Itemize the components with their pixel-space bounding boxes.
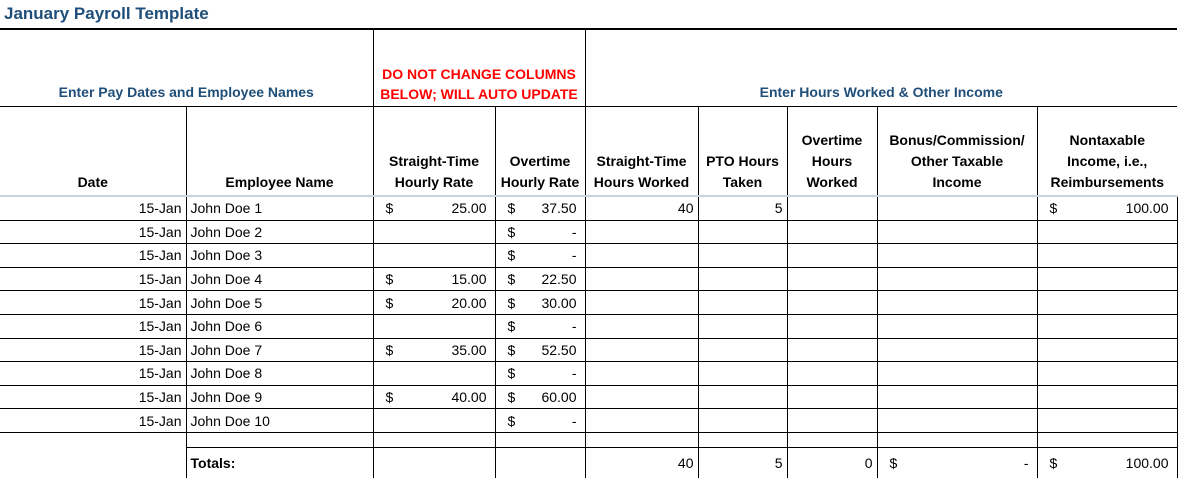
header-employee: Employee Name [186, 107, 373, 197]
nontax-cell[interactable] [1037, 244, 1177, 268]
table-row [0, 244, 1177, 268]
table-row [0, 314, 1177, 338]
totals-st-hours[interactable]: 40 [585, 447, 698, 478]
totals-label: Totals: [186, 447, 373, 478]
totals-bonus[interactable] [877, 447, 1037, 478]
currency-symbol: $ [385, 294, 394, 311]
pto-cell[interactable] [698, 244, 787, 268]
currency-amount: 35.00 [451, 341, 487, 358]
currency-symbol: $ [507, 318, 516, 335]
header-line: Hours [811, 153, 853, 169]
employee-name-cell[interactable]: John Doe 10 [186, 409, 373, 433]
currency-symbol: $ [507, 271, 516, 288]
bonus-cell[interactable] [877, 385, 1037, 409]
pto-cell[interactable] [698, 362, 787, 386]
header-line: Overtime [801, 132, 863, 148]
employee-name-cell[interactable]: John Doe 4 [186, 267, 373, 291]
totals-ot-hours[interactable]: 0 [787, 447, 877, 478]
currency-symbol: $ [385, 389, 394, 406]
currency-amount: 15.00 [451, 271, 487, 288]
nontax-cell[interactable] [1037, 291, 1177, 315]
bonus-cell[interactable] [877, 196, 1037, 220]
ot-rate-cell[interactable] [495, 385, 585, 409]
date-cell[interactable]: 15-Jan [0, 362, 186, 386]
bonus-cell[interactable] [877, 220, 1037, 244]
ot-hours-cell[interactable] [787, 220, 877, 244]
nontax-cell[interactable] [1037, 385, 1177, 409]
ot-hours-cell[interactable] [787, 362, 877, 386]
st-rate-cell[interactable] [373, 409, 495, 433]
sheet-title: January Payroll Template [4, 4, 209, 23]
employee-name-cell[interactable]: John Doe 7 [186, 338, 373, 362]
ot-hours-cell[interactable] [787, 338, 877, 362]
currency-amount: 20.00 [451, 294, 487, 311]
currency-amount: - [571, 412, 577, 429]
currency-amount: - [571, 365, 577, 382]
currency-symbol: $ [889, 454, 898, 471]
currency-symbol: $ [507, 247, 516, 264]
nontax-cell[interactable] [1037, 409, 1177, 433]
bonus-cell[interactable] [877, 291, 1037, 315]
ot-hours-cell[interactable] [787, 196, 877, 220]
currency-amount: 60.00 [541, 389, 577, 406]
st-hours-cell[interactable] [585, 291, 698, 315]
currency-symbol: $ [385, 271, 394, 288]
pto-cell[interactable] [698, 385, 787, 409]
header-ot-rate [495, 107, 585, 197]
header-line: Straight-Time [596, 153, 687, 169]
employee-name-cell[interactable]: John Doe 3 [186, 244, 373, 268]
table-row [0, 409, 1177, 433]
table-row [0, 362, 1177, 386]
table-row [0, 291, 1177, 315]
date-cell[interactable]: 15-Jan [0, 409, 186, 433]
payroll-table [0, 28, 1178, 478]
nontax-cell[interactable] [1037, 362, 1177, 386]
employee-name-cell[interactable]: John Doe 5 [186, 291, 373, 315]
st-rate-cell[interactable] [373, 244, 495, 268]
st-rate-cell[interactable] [373, 196, 495, 220]
header-date: Date [0, 107, 186, 197]
st-rate-cell[interactable] [373, 385, 495, 409]
pto-cell[interactable] [698, 409, 787, 433]
totals-empty[interactable] [0, 447, 186, 478]
date-cell[interactable]: 15-Jan [0, 338, 186, 362]
currency-amount: 25.00 [451, 200, 487, 217]
ot-rate-cell[interactable] [495, 196, 585, 220]
header-line: Straight-Time [389, 153, 479, 169]
header-line: Reimbursements [1050, 174, 1165, 190]
currency-symbol: $ [507, 223, 516, 240]
currency-amount: 22.50 [541, 271, 577, 288]
date-cell[interactable]: 15-Jan [0, 196, 186, 220]
nontax-cell[interactable] [1037, 314, 1177, 338]
header-line: Other Taxable [910, 153, 1004, 169]
currency-amount: 52.50 [541, 341, 577, 358]
section-right-label: Enter Hours Worked & Other Income [585, 29, 1177, 107]
currency-amount: 40.00 [451, 389, 487, 406]
currency-symbol: $ [507, 412, 516, 429]
spacer-row [0, 432, 1177, 447]
st-hours-cell[interactable] [585, 220, 698, 244]
currency-symbol: $ [507, 341, 516, 358]
header-line: PTO Hours [706, 153, 779, 169]
st-hours-cell[interactable] [585, 244, 698, 268]
currency-symbol: $ [507, 389, 516, 406]
section-warning [373, 29, 585, 107]
ot-hours-cell[interactable] [787, 314, 877, 338]
date-cell[interactable]: 15-Jan [0, 385, 186, 409]
header-line: Hours Worked [593, 174, 690, 190]
ot-rate-cell[interactable] [495, 267, 585, 291]
ot-rate-cell[interactable] [495, 291, 585, 315]
table-row [0, 267, 1177, 291]
header-line: Income, i.e., [1067, 153, 1148, 169]
st-rate-cell[interactable] [373, 362, 495, 386]
currency-amount: 30.00 [541, 294, 577, 311]
employee-name-cell[interactable]: John Doe 9 [186, 385, 373, 409]
st-rate-cell[interactable] [373, 291, 495, 315]
header-line: Hourly Rate [500, 174, 580, 190]
currency-amount: 37.50 [541, 200, 577, 217]
currency-amount: - [1023, 454, 1029, 471]
st-rate-cell[interactable] [373, 267, 495, 291]
currency-amount: - [571, 247, 577, 264]
bonus-cell[interactable] [877, 409, 1037, 433]
pto-cell[interactable] [698, 291, 787, 315]
header-line: Overtime [509, 153, 571, 169]
bonus-cell[interactable] [877, 362, 1037, 386]
currency-symbol: $ [385, 200, 394, 217]
pto-cell[interactable] [698, 267, 787, 291]
currency-symbol: $ [507, 365, 516, 382]
header-line: Hourly Rate [394, 174, 474, 190]
st-rate-cell[interactable] [373, 314, 495, 338]
currency-amount: 100.00 [1125, 200, 1169, 217]
currency-amount: 100.00 [1125, 454, 1169, 471]
st-hours-cell[interactable] [585, 362, 698, 386]
currency-symbol: $ [1049, 454, 1058, 471]
bonus-cell[interactable] [877, 338, 1037, 362]
pto-cell[interactable]: 5 [698, 196, 787, 220]
totals-row [0, 447, 1177, 478]
table-row [0, 220, 1177, 244]
header-st-rate [373, 107, 495, 197]
st-hours-cell[interactable] [585, 314, 698, 338]
nontax-cell[interactable] [1037, 196, 1177, 220]
pto-cell[interactable] [698, 338, 787, 362]
ot-rate-cell[interactable] [495, 244, 585, 268]
ot-hours-cell[interactable] [787, 385, 877, 409]
header-line: Bonus/Commission/ [889, 132, 1025, 148]
employee-name-cell[interactable]: John Doe 6 [186, 314, 373, 338]
warning-line-2: BELOW; WILL AUTO UPDATE [380, 86, 578, 102]
st-hours-cell[interactable] [585, 409, 698, 433]
totals-nontax[interactable] [1037, 447, 1177, 478]
ot-rate-cell[interactable] [495, 220, 585, 244]
warning-line-1: DO NOT CHANGE COLUMNS [382, 66, 576, 82]
currency-amount: - [571, 223, 577, 240]
ot-rate-cell[interactable] [495, 314, 585, 338]
ot-hours-cell[interactable] [787, 409, 877, 433]
st-hours-cell[interactable] [585, 338, 698, 362]
bonus-cell[interactable] [877, 267, 1037, 291]
table-row [0, 385, 1177, 409]
pto-cell[interactable] [698, 220, 787, 244]
ot-hours-cell[interactable] [787, 244, 877, 268]
currency-symbol: $ [507, 200, 516, 217]
date-cell[interactable]: 15-Jan [0, 244, 186, 268]
totals-pto[interactable]: 5 [698, 447, 787, 478]
ot-rate-cell[interactable] [495, 362, 585, 386]
date-cell[interactable]: 15-Jan [0, 267, 186, 291]
header-nontax [1037, 107, 1177, 197]
bonus-cell[interactable] [877, 314, 1037, 338]
st-hours-cell[interactable] [585, 385, 698, 409]
st-hours-cell[interactable] [585, 267, 698, 291]
pto-cell[interactable] [698, 314, 787, 338]
header-bonus [877, 107, 1037, 197]
header-line: Income [932, 174, 982, 190]
header-line: Taken [722, 174, 763, 190]
currency-symbol: $ [1049, 200, 1058, 217]
currency-amount: - [571, 318, 577, 335]
currency-symbol: $ [507, 294, 516, 311]
st-hours-cell[interactable]: 40 [585, 196, 698, 220]
date-cell[interactable]: 15-Jan [0, 314, 186, 338]
employee-name-cell[interactable]: John Doe 8 [186, 362, 373, 386]
nontax-cell[interactable] [1037, 338, 1177, 362]
header-pto [698, 107, 787, 197]
header-st-hours [585, 107, 698, 197]
date-cell[interactable]: 15-Jan [0, 291, 186, 315]
header-line: Worked [806, 174, 858, 190]
nontax-cell[interactable] [1037, 220, 1177, 244]
header-ot-hours [787, 107, 877, 197]
st-rate-cell[interactable] [373, 220, 495, 244]
employee-name-cell[interactable]: John Doe 1 [186, 196, 373, 220]
table-row [0, 338, 1177, 362]
ot-hours-cell[interactable] [787, 291, 877, 315]
nontax-cell[interactable] [1037, 267, 1177, 291]
date-cell[interactable]: 15-Jan [0, 220, 186, 244]
ot-rate-cell[interactable] [495, 338, 585, 362]
payroll-sheet [0, 28, 1178, 478]
totals-ot-rate[interactable] [495, 447, 585, 478]
table-row [0, 196, 1177, 220]
totals-st-rate[interactable] [373, 447, 495, 478]
section-left-label: Enter Pay Dates and Employee Names [0, 29, 373, 107]
employee-name-cell[interactable]: John Doe 2 [186, 220, 373, 244]
header-line: Nontaxable [1069, 132, 1145, 148]
st-rate-cell[interactable] [373, 338, 495, 362]
bonus-cell[interactable] [877, 244, 1037, 268]
ot-rate-cell[interactable] [495, 409, 585, 433]
currency-symbol: $ [385, 341, 394, 358]
ot-hours-cell[interactable] [787, 267, 877, 291]
